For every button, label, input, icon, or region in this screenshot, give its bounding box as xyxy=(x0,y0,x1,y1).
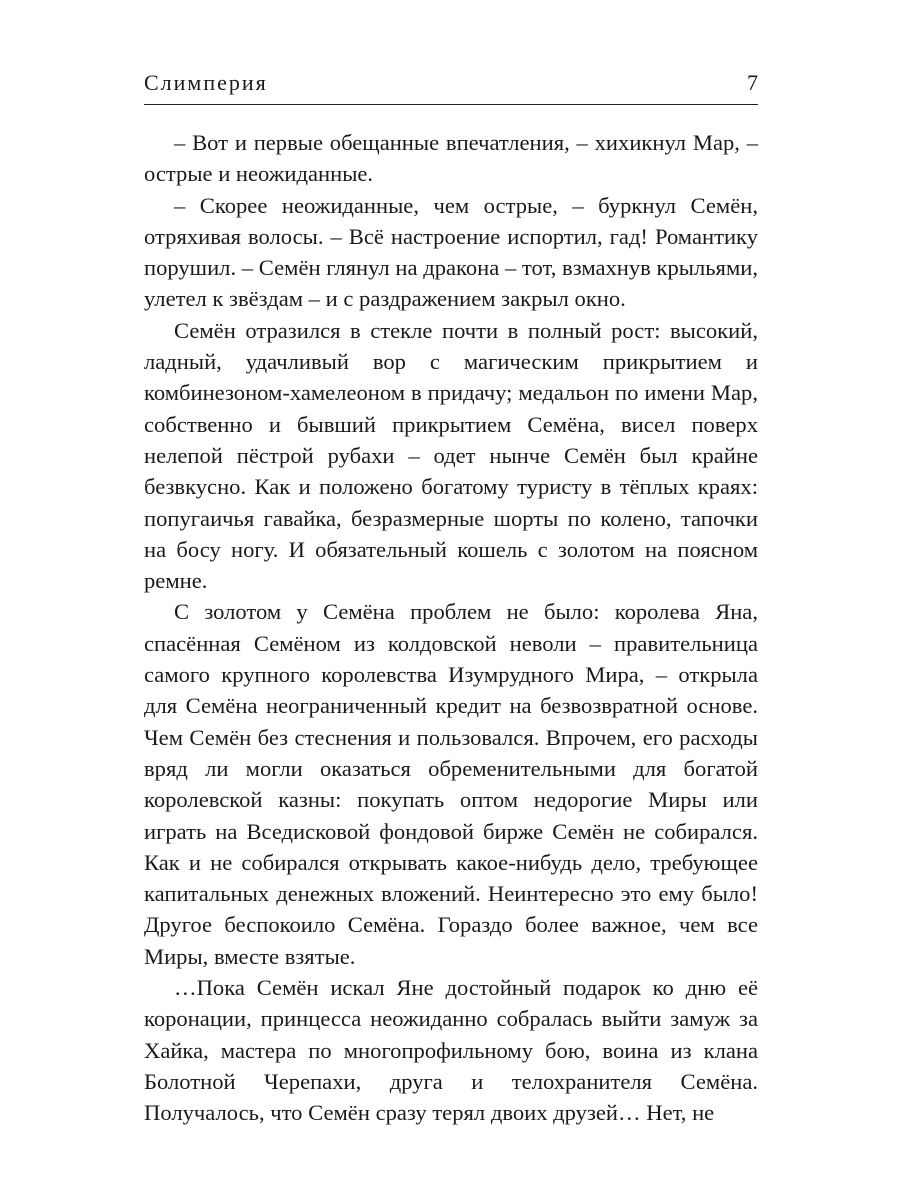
running-head xyxy=(144,66,758,102)
paragraph: С золотом у Семёна проблем не было: королева Яна, спасённая Семёном из колдовской неволи – правительница самого крупного королевства Изумрудного Мира, – открыла для Семёна неограниченный кредит на безвозвратной основе. Чем Семён без стеснения и пользовался. Впрочем, его расходы вряд ли могли оказаться обременительными для богатой королевской казны: покупать оптом недорогие Миры или играть на Вседисковой фондовой бирже Семён не собирался. Как и не собирался открывать какое-нибудь дело, требующее капитальных денежных вложений. Неинтересно это ему было! Другое беспокоило Семёна. Гораздо более важное, чем все Миры, вместе взятые. xyxy=(144,599,758,969)
paragraph: Семён отразился в стекле почти в полный рост: высокий, ладный, удачливый вор с магическим прикрытием и комбинезоном-хамелеоном в придачу; медальон по имени Мар, собственно и бывший прикрытием Семёна, висел поверх нелепой пёстрой рубахи – одет нынче Семён был крайне безвкусно. Как и положено богатому туристу в тёплых краях: попугаичья гавайка, безразмерные шорты по колено, тапочки на босу ногу. И обязательный кошель с золотом на поясном ремне. xyxy=(144,317,758,594)
body-text xyxy=(144,127,758,1129)
book-page xyxy=(144,0,758,1200)
paragraph: …Пока Семён искал Яне достойный подарок ко дню её коронации, принцесса неожиданно собралась выйти замуж за Хайка, мастера по многопрофильному бою, воина из клана Болотной Черепахи, друга и телохранителя Семёна. Получалось, что Семён сразу терял двоих друзей… Нет, не xyxy=(144,975,758,1126)
paragraph: – Вот и первые обещанные впечатления, – хихикнул Мар, – острые и неожиданные. xyxy=(144,130,758,187)
running-title: Слимперия xyxy=(144,70,268,95)
page-number: 7 xyxy=(747,70,758,95)
paragraph: – Скорее неожиданные, чем острые, – буркнул Семён, отряхивая волосы. – Всё настроение испортил, гад! Романтику порушил. – Семён глянул на дракона – тот, взмахнув крыльями, улетел к звёздам – и с раздражением закрыл окно. xyxy=(144,192,758,312)
header-rule xyxy=(144,104,758,105)
